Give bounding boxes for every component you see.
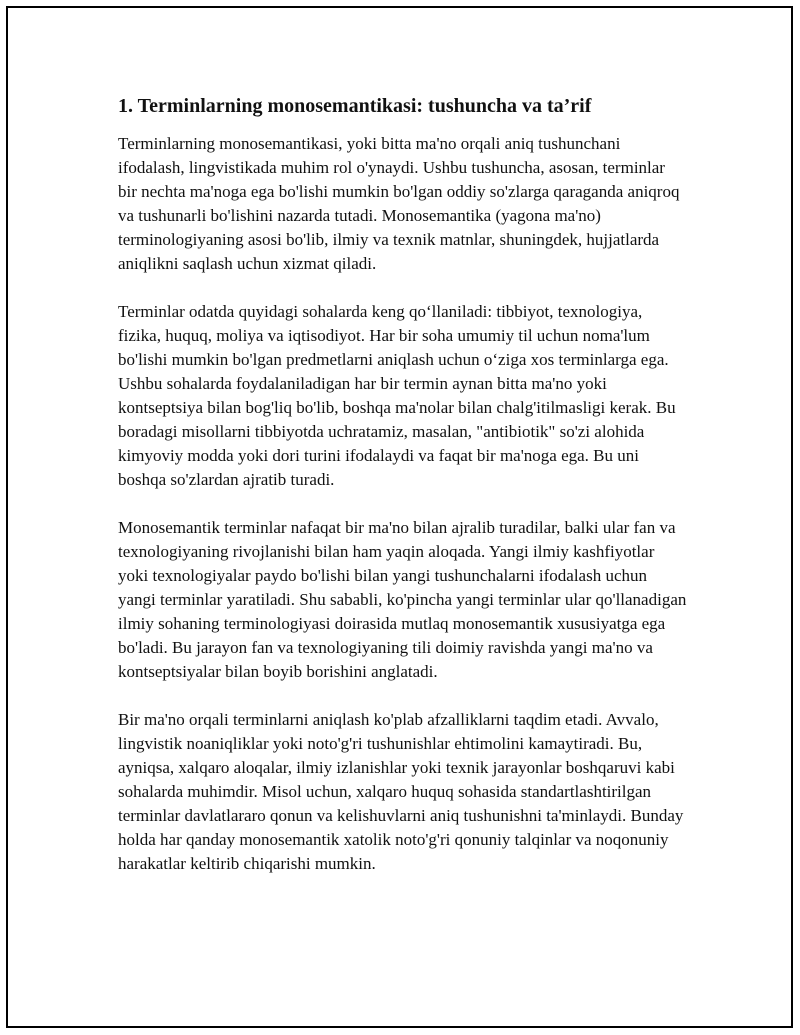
paragraph-1: Terminlarning monosemantikasi, yoki bitta ma'no orqali aniq tushunchani ifodalash, lingvistikada muhim rol o'ynaydi. Ushbu tushuncha, asosan, terminlar bir nechta ma'noga ega bo'lishi mumkin bo'lgan oddiy so'zlarga qaraganda aniqroq va tushunarli bo'lishini nazarda tutadi. Monosemantika (yagona ma'no) terminologiyaning asosi bo'lib, ilmiy va texnik matnlar, shuningdek, hujjatlarda aniqlikni saqlash uchun xizmat qiladi.	[118, 134, 680, 273]
section-title: 1. Terminlarning monosemantikasi: tushuncha va ta’rif	[118, 95, 592, 117]
paragraph-2: Terminlar odatda quyidagi sohalarda keng qo‘llaniladi: tibbiyot, texnologiya, fizika, huquq, moliya va iqtisodiyot. Har bir soha umumiy til uchun noma'lum bo'lishi mumkin bo'lgan predmetlarni aniqlash uchun o‘ziga xos terminlarga ega. Ushbu sohalarda foydalaniladigan har bir termin aynan bitta ma'no yoki kontseptsiya bilan bog'liq bo'lib, boshqa ma'nolar bilan chalg'itilmasligi kerak. Bu boradagi misollarni tibbiyotda uchratamiz, masalan, "antibiotik" so'zi alohida kimyoviy modda yoki dori turini ifodalaydi va faqat bir ma'noga ega. Bu uni boshqa so'zlardan ajratib turadi.	[118, 302, 676, 489]
paragraph-4: Bir ma'no orqali terminlarni aniqlash ko'plab afzalliklarni taqdim etadi. Avvalo, lingvistik noaniqliklar yoki noto'g'ri tushunishlar ehtimolini kamaytiradi. Bu, ayniqsa, xalqaro aloqalar, ilmiy izlanishlar yoki texnik jarayonlar boshqaruvi kabi sohalarda muhimdir. Misol uchun, xalqaro huquq sohasida standartlashtirilgan terminlar davlatlararo qonun va kelishuvlarni aniq tushunishni ta'minlaydi. Bunday holda har qanday monosemantik xatolik noto'g'ri qonuniy talqinlar va noqonuniy harakatlar keltirib chiqarishi mumkin.	[118, 710, 684, 873]
document-body	[118, 92, 688, 900]
paragraph-3: Monosemantik terminlar nafaqat bir ma'no bilan ajralib turadilar, balki ular fan va texnologiyaning rivojlanishi bilan ham yaqin aloqada. Yangi ilmiy kashfiyotlar yoki texnologiyalar paydo bo'lishi bilan yangi tushunchalarni ifodalash uchun yangi terminlar yaratiladi. Shu sababli, ko'pincha yangi terminlar ular qo'llanadigan ilmiy sohaning terminologiyasi doirasida mutlaq monosemantik xususiyatga ega bo'ladi. Bu jarayon fan va texnologiyaning tili doimiy ravishda yangi ma'no va kontseptsiyalar bilan boyib borishini anglatadi.	[118, 518, 687, 681]
